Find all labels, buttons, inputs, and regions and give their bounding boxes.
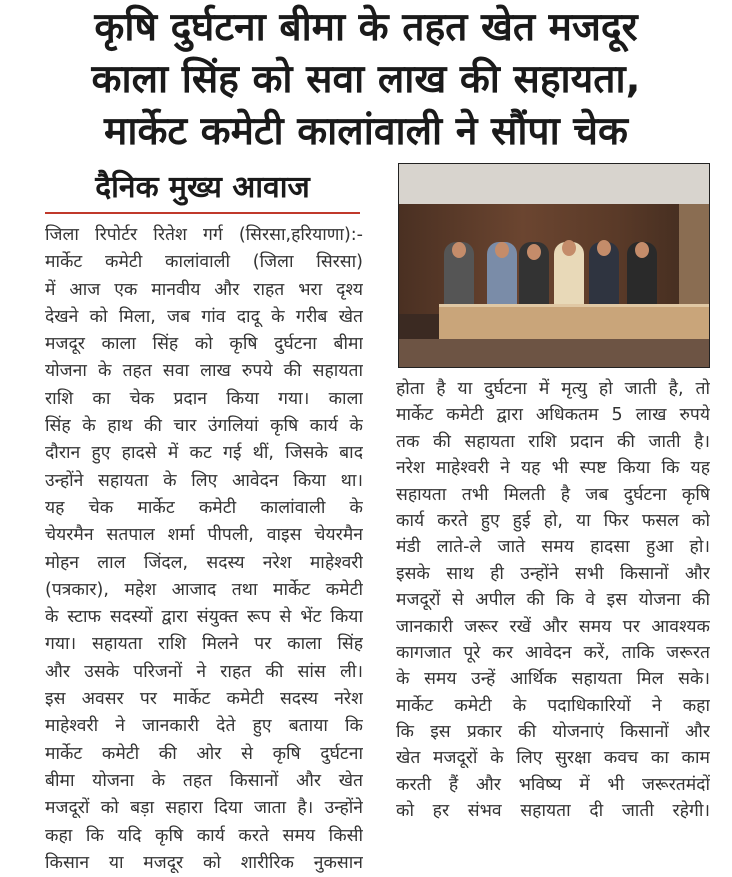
article-line: बीमा योजना के तहत किसानों और खेत xyxy=(45,770,363,791)
article-line: मजदूर काला सिंह को कृषि दुर्घटना बीमा xyxy=(45,334,363,355)
article-line: खेत मजदूरों के लिए सुरक्षा कवच का काम xyxy=(396,748,710,769)
photo-floor xyxy=(399,339,709,368)
article-line: जानकारी जरूर रखें और समय पर आवश्यक xyxy=(396,616,710,637)
article-line: में आज एक मानवीय और राहत भरा दृश्य xyxy=(45,279,363,300)
article-line: तक की सहायता राशि प्रदान की जाती है। xyxy=(396,431,710,452)
headline-line: काला सिंह को सवा लाख की सहायता, xyxy=(91,57,641,102)
article-line: होता है या दुर्घटना में मृत्यु हो जाती है, तो xyxy=(396,379,710,399)
article-left-column xyxy=(45,222,363,877)
person-head xyxy=(527,244,541,260)
article-line: के स्टाफ सदस्यों द्वारा संयुक्त रूप से भेंट किया xyxy=(45,607,363,628)
article-line: मार्केट कमेटी कालांवाली (जिला सिरसा) xyxy=(45,252,363,273)
article-line: को हर संभव सहायता दी जाती रहेगी। xyxy=(396,801,710,822)
article-right-column xyxy=(396,376,710,825)
article-line: मजदूरों को बड़ा सहारा दिया जाता है। उन्होंने xyxy=(45,798,363,819)
article-line: दौरान हुए हादसे में कट गई थीं, जिसके बाद xyxy=(45,443,363,464)
article-line: गया। सहायता राशि मिलने पर काला सिंह xyxy=(45,634,363,655)
article-line: जिला रिपोर्टर रितेश गर्ग (सिरसा,हरियाणा):- xyxy=(45,225,363,245)
article-line: करती हैं और भविष्य में भी जरूरतमंदों xyxy=(396,774,710,795)
person-head xyxy=(562,240,576,256)
headline-line: मार्केट कमेटी कालांवाली ने सौंपा चेक xyxy=(104,109,628,154)
masthead-divider xyxy=(45,212,360,214)
article-line: इसके साथ ही उन्होंने सभी किसानों और xyxy=(396,563,710,584)
article-line: सिंह के हाथ की चार उंगलियां कृषि कार्य के xyxy=(45,416,363,437)
person-head xyxy=(635,242,649,258)
article-line: (पत्रकार), महेश आजाद तथा मार्केट कमेटी xyxy=(45,579,363,600)
person-head xyxy=(597,240,611,256)
article-line: नरेश माहेश्वरी ने यह भी स्पष्ट किया कि यह xyxy=(396,458,710,479)
article-line: कि इस प्रकार की योजनाएं किसानों और xyxy=(396,722,710,743)
article-line: यह चेक मार्केट कमेटी कालांवाली के xyxy=(45,497,363,518)
article-line: के समय उन्हें आर्थिक सहायता मिल सके। xyxy=(396,669,710,690)
article-line: मार्केट कमेटी की ओर से कृषि दुर्घटना xyxy=(45,743,363,764)
article-line: कहा कि यदि कृषि कार्य करते समय किसी xyxy=(45,825,363,846)
photo-ceiling xyxy=(399,164,709,204)
article-line: किसान या मजदूर को शारीरिक नुकसान xyxy=(45,852,363,873)
headline-line: कृषि दुर्घटना बीमा के तहत खेत मजदूर xyxy=(94,5,638,50)
article-line: मंडी लाते-ले जाते समय हादसा हुआ हो। xyxy=(396,537,710,558)
article-line: इस अवसर पर मार्केट कमेटी सदस्य नरेश xyxy=(45,689,363,710)
article-line: मार्केट कमेटी द्वारा अधिकतम 5 लाख रुपये xyxy=(396,405,710,426)
article-line: मोहन लाल जिंदल, सदस्य नरेश माहेश्वरी xyxy=(45,552,363,573)
person-head xyxy=(495,242,509,258)
article-line: चेयरमैन सतपाल शर्मा पीपली, वाइस चेयरमैन xyxy=(45,525,363,546)
article-line: देखने को मिला, जब गांव दादू के गरीब खेत xyxy=(45,306,363,327)
article-line: माहेश्वरी ने जानकारी देते हुए बताया कि xyxy=(45,716,363,737)
article-line: सहायता तभी मिलती है जब दुर्घटना कृषि xyxy=(396,484,710,505)
cheque-handover-photo xyxy=(398,163,710,368)
headline xyxy=(0,2,732,158)
person-head xyxy=(452,242,466,258)
article-line: कागजात पूरे कर आवेदन करें, ताकि जरूरत xyxy=(396,642,710,663)
article-line: उन्होंने सहायता के लिए आवेदन किया था। xyxy=(45,470,363,491)
article-line: कार्य करते हुए हुई हो, या फिर फसल को xyxy=(396,510,710,531)
article-line: मार्केट कमेटी के पदाधिकारियों ने कहा xyxy=(396,695,710,716)
article-line: योजना के तहत सवा लाख रुपये की सहायता xyxy=(45,361,363,382)
article-line: राशि का चेक प्रदान किया गया। काला xyxy=(45,388,363,409)
article-line: मजदूरों से अपील की कि वे इस योजना की xyxy=(396,590,710,611)
newspaper-masthead: दैनिक मुख्य आवाज xyxy=(95,170,310,205)
article-line: और उसके परिजनों ने राहत की सांस ली। xyxy=(45,661,363,682)
